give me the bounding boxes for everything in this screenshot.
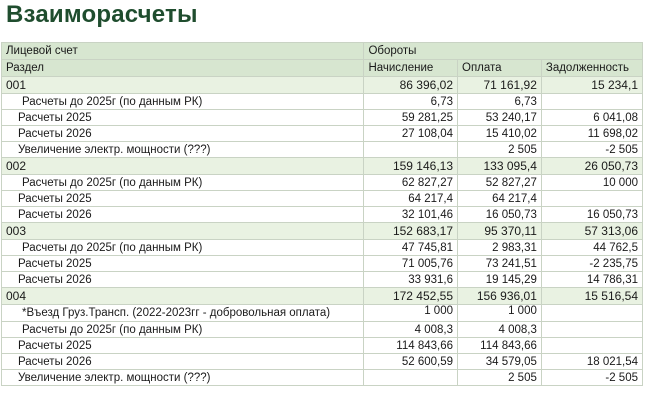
row-debt: 26 050,73 [541,158,642,175]
row-debt: 11 698,02 [541,126,642,142]
row-debt: 15 234,1 [541,77,642,94]
row-accrual: 6,73 [364,94,458,110]
row-payment: 114 843,66 [458,338,542,354]
settlements-table [1,42,643,386]
row-name: Расчеты 2025 [2,110,364,126]
row-name: Расчеты 2025 [2,191,364,207]
row-name: Расчеты 2026 [2,272,364,288]
header-section[interactable]: Раздел [2,60,364,77]
row-payment: 133 095,4 [458,158,542,175]
table-row[interactable] [2,126,643,142]
row-payment: 2 505 [458,370,542,386]
header-accrual[interactable]: Начисление [364,60,458,77]
row-debt: -2 505 [541,370,642,386]
row-payment: 64 217,4 [458,191,542,207]
table-row[interactable] [2,207,643,223]
row-accrual [364,142,458,158]
row-name: Расчеты 2026 [2,126,364,142]
row-accrual: 27 108,04 [364,126,458,142]
row-payment: 52 827,27 [458,175,542,191]
row-debt [541,305,642,322]
header-account[interactable]: Лицевой счет [2,43,364,60]
row-payment: 4 008,3 [458,322,542,338]
row-accrual: 172 452,55 [364,288,458,305]
row-payment: 1 000 [458,305,542,322]
page-title: Взаиморасчеты [6,1,198,28]
row-payment: 2 505 [458,142,542,158]
row-payment: 2 983,31 [458,240,542,256]
row-name: Расчеты до 2025г (по данным РК) [2,322,364,338]
row-name: 002 [2,158,364,175]
row-name: Расчеты до 2025г (по данным РК) [2,240,364,256]
header-debt[interactable]: Задолженность [541,60,642,77]
row-accrual: 71 005,76 [364,256,458,272]
row-accrual: 64 217,4 [364,191,458,207]
table-row[interactable] [2,322,643,338]
row-debt [541,322,642,338]
row-accrual: 47 745,81 [364,240,458,256]
header-payment[interactable]: Оплата [458,60,542,77]
header-row-2 [2,60,643,77]
row-name: Расчеты 2025 [2,338,364,354]
row-debt: 44 762,5 [541,240,642,256]
row-accrual: 1 000 [364,305,458,322]
table-row[interactable] [2,142,643,158]
row-name: Расчеты 2026 [2,207,364,223]
row-accrual: 32 101,46 [364,207,458,223]
row-accrual [364,370,458,386]
row-name: Увеличение электр. мощности (???) [2,142,364,158]
row-payment: 71 161,92 [458,77,542,94]
row-name: *Въезд Груз.Трансп. (2022-2023гг - добровольная оплата) [2,305,364,322]
table-row[interactable] [2,272,643,288]
row-debt [541,338,642,354]
row-name: Расчеты 2026 [2,354,364,370]
table-row-group[interactable] [2,77,643,94]
row-payment: 16 050,73 [458,207,542,223]
row-accrual: 152 683,17 [364,223,458,240]
table-row[interactable] [2,110,643,126]
row-accrual: 4 008,3 [364,322,458,338]
row-payment: 156 936,01 [458,288,542,305]
table-row[interactable] [2,338,643,354]
table-row[interactable] [2,370,643,386]
row-debt: 57 313,06 [541,223,642,240]
row-payment: 73 241,51 [458,256,542,272]
row-accrual: 33 931,6 [364,272,458,288]
row-accrual: 159 146,13 [364,158,458,175]
table-row-group[interactable] [2,223,643,240]
table-row[interactable] [2,256,643,272]
table-row[interactable] [2,94,643,110]
table-row[interactable] [2,240,643,256]
row-debt: 18 021,54 [541,354,642,370]
row-debt: -2 505 [541,142,642,158]
row-debt [541,94,642,110]
row-accrual: 114 843,66 [364,338,458,354]
row-name: 003 [2,223,364,240]
row-debt: 15 516,54 [541,288,642,305]
row-debt: 16 050,73 [541,207,642,223]
row-name: Расчеты до 2025г (по данным РК) [2,175,364,191]
row-payment: 6,73 [458,94,542,110]
row-debt: 6 041,08 [541,110,642,126]
row-debt [541,191,642,207]
row-accrual: 62 827,27 [364,175,458,191]
row-accrual: 59 281,25 [364,110,458,126]
row-payment: 15 410,02 [458,126,542,142]
row-debt: 14 786,31 [541,272,642,288]
table-row[interactable] [2,305,643,322]
table-row-group[interactable] [2,158,643,175]
table-row[interactable] [2,175,643,191]
table-row-group[interactable] [2,288,643,305]
header-turnover[interactable]: Обороты [364,43,643,60]
row-name: 001 [2,77,364,94]
row-payment: 95 370,11 [458,223,542,240]
row-payment: 19 145,29 [458,272,542,288]
row-payment: 34 579,05 [458,354,542,370]
row-accrual: 86 396,02 [364,77,458,94]
row-debt: 10 000 [541,175,642,191]
table-row[interactable] [2,354,643,370]
row-name: 004 [2,288,364,305]
header-row-1 [2,43,643,60]
row-name: Расчеты 2025 [2,256,364,272]
row-name: Увеличение электр. мощности (???) [2,370,364,386]
row-accrual: 52 600,59 [364,354,458,370]
table-row[interactable] [2,191,643,207]
row-debt: -2 235,75 [541,256,642,272]
row-name: Расчеты до 2025г (по данным РК) [2,94,364,110]
row-payment: 53 240,17 [458,110,542,126]
